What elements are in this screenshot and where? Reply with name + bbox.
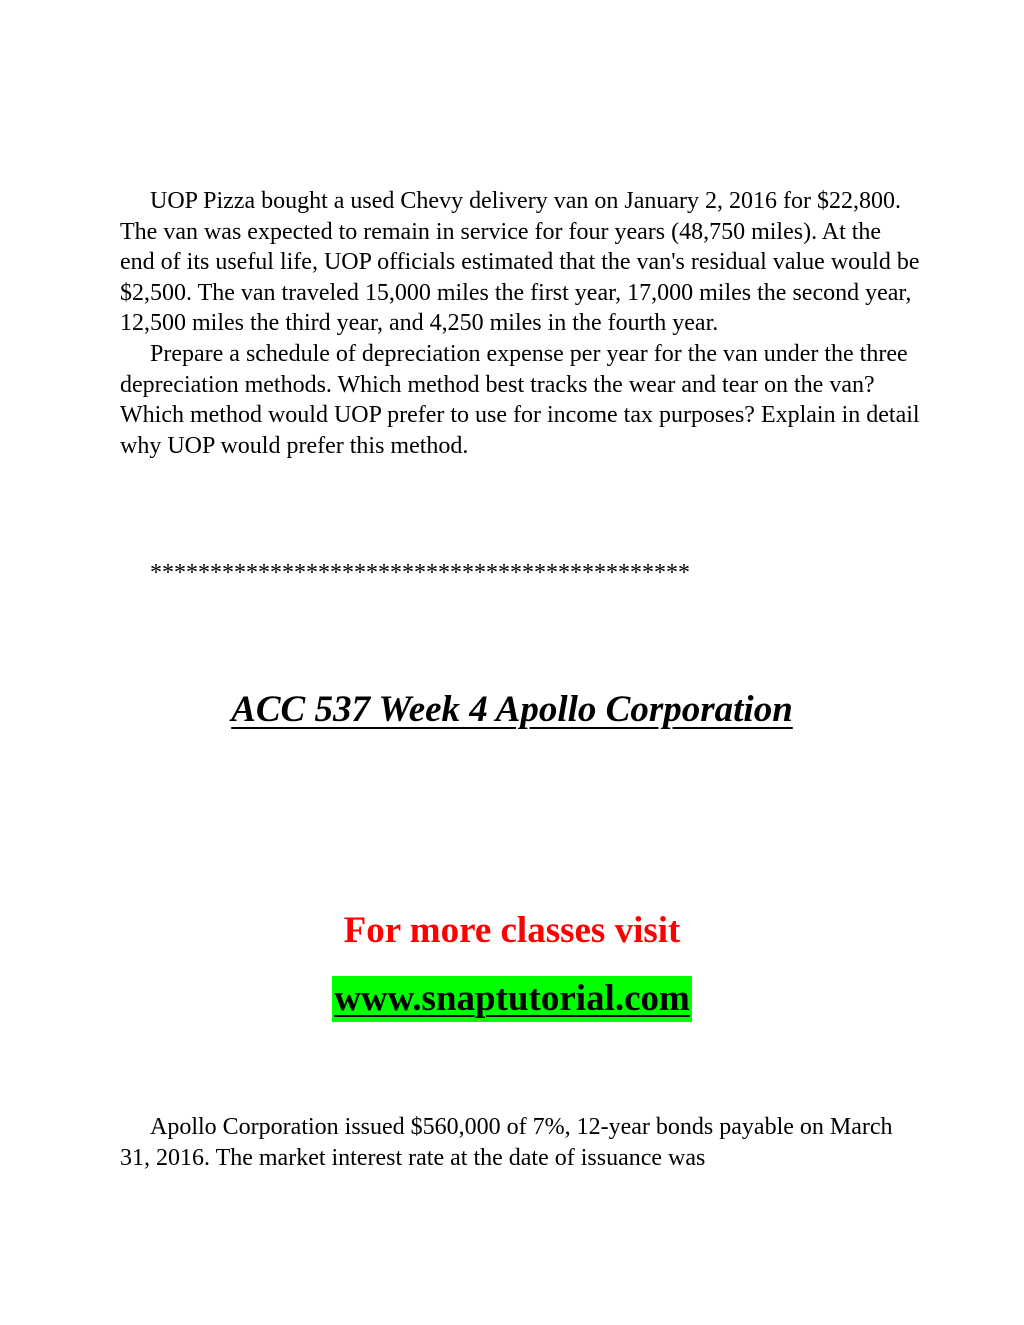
problem-paragraph-1: UOP Pizza bought a used Chevy delivery van on January 2, 2016 for $22,800. The van was expected to remain in service for four years (48,750 miles). At the end of its useful life, UOP officials estimated that the van's residual value would be $2,500. The van traveled 15,000 miles the first year, 17,000 miles the second year, 12,500 miles the third year, and 4,250 miles in the fourth year. xyxy=(120,188,920,337)
problem-text xyxy=(120,186,920,461)
next-problem-paragraph: Apollo Corporation issued $560,000 of 7%, 12-year bonds payable on March 31, 2016. The market interest rate at the date of issuance was xyxy=(120,1114,893,1171)
promo-text: For more classes visit xyxy=(343,910,681,951)
section-title: ACC 537 Week 4 Apollo Corporation xyxy=(231,689,793,730)
promo-link-container xyxy=(0,976,1024,1022)
next-problem-text xyxy=(120,1112,920,1173)
promo-link[interactable]: www.snaptutorial.com xyxy=(332,976,692,1022)
separator-line: ********************************************* xyxy=(150,560,690,586)
problem-paragraph-2: Prepare a schedule of depreciation expense per year for the van under the three depreciation methods. Which method best tracks the wear and tear on the van? Which method would UOP prefer to use for income tax purposes? Explain in detail why UOP would prefer this method. xyxy=(120,340,920,459)
